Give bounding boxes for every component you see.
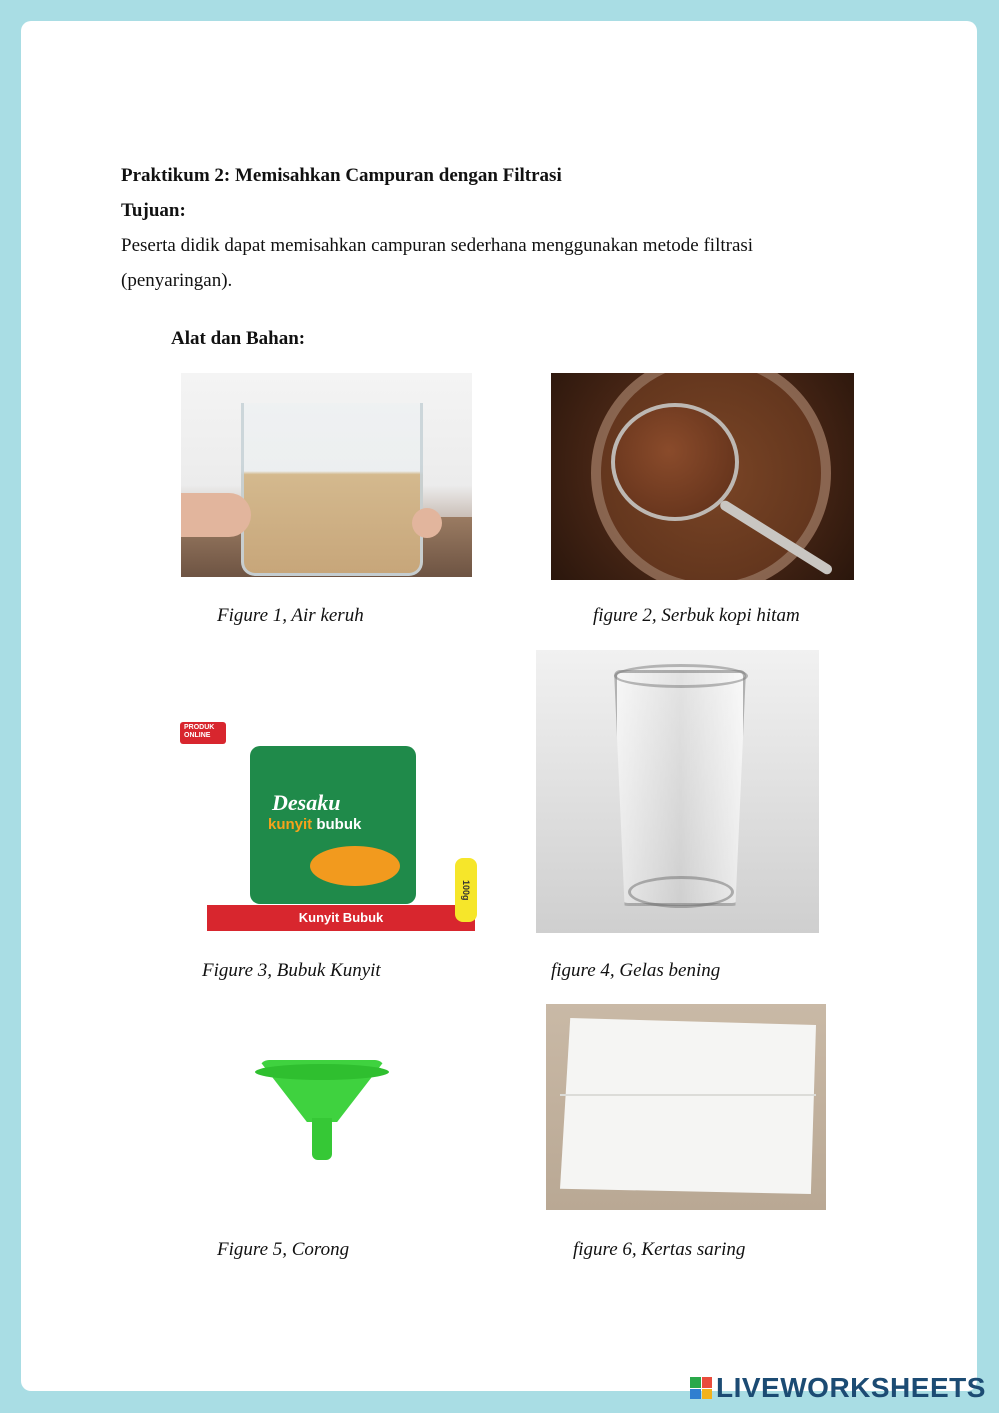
glass-base <box>628 876 734 908</box>
pack-product-word: kunyit <box>268 816 313 833</box>
glass-rim <box>614 664 748 688</box>
turmeric-pack <box>250 746 416 904</box>
tujuan-text-line2: (penyaringan). <box>121 270 233 291</box>
filter-paper <box>560 1018 816 1194</box>
green-funnel-photo <box>255 1060 389 1162</box>
tujuan-label: Tujuan: <box>121 200 186 221</box>
pack-brand: Desaku <box>272 790 341 815</box>
alat-bahan-label: Alat dan Bahan: <box>171 328 306 349</box>
glass-body <box>614 670 746 906</box>
beaker-turbid-water-photo <box>181 373 472 577</box>
pack-product-word2: bubuk <box>316 816 362 833</box>
filter-paper-photo <box>546 1004 826 1210</box>
figure-1-caption: Figure 1, Air keruh <box>217 605 364 626</box>
coffee-powder-spoon-photo <box>551 373 854 580</box>
beaker <box>241 403 423 576</box>
pack-product <box>268 816 361 833</box>
tujuan-text-line1: Peserta didik dapat memisahkan campuran sederhana menggunakan metode filtrasi <box>121 235 754 256</box>
funnel-lip <box>255 1064 389 1080</box>
figure-5-caption: Figure 5, Corong <box>217 1239 350 1260</box>
turmeric-powder-pack-photo <box>180 718 480 934</box>
funnel-stem <box>312 1118 332 1160</box>
figure-2-caption: figure 2, Serbuk kopi hitam <box>593 605 800 626</box>
liveworksheets-wordmark: LIVEWORKSHEETS <box>716 1372 986 1403</box>
pack-band: Kunyit Bubuk <box>207 905 475 931</box>
figure-4-caption: figure 4, Gelas bening <box>551 960 721 981</box>
page-title: Praktikum 2: Memisahkan Campuran dengan Filtrasi <box>121 165 562 186</box>
hand-fingers <box>412 508 442 538</box>
weight-tag: 100g <box>455 858 477 922</box>
paper-fold <box>560 1094 816 1096</box>
liveworksheets-logo-icon <box>690 1377 712 1399</box>
liveworksheets-logo[interactable] <box>690 1373 986 1403</box>
clear-glass-photo <box>536 650 819 933</box>
figure-3-caption: Figure 3, Bubuk Kunyit <box>202 960 381 981</box>
hand <box>181 493 251 537</box>
turmeric-powder <box>310 846 400 886</box>
produk-online-badge: PRODUK ONLINE <box>180 722 226 744</box>
worksheet-page <box>21 21 977 1391</box>
figure-6-caption: figure 6, Kertas saring <box>573 1239 746 1260</box>
